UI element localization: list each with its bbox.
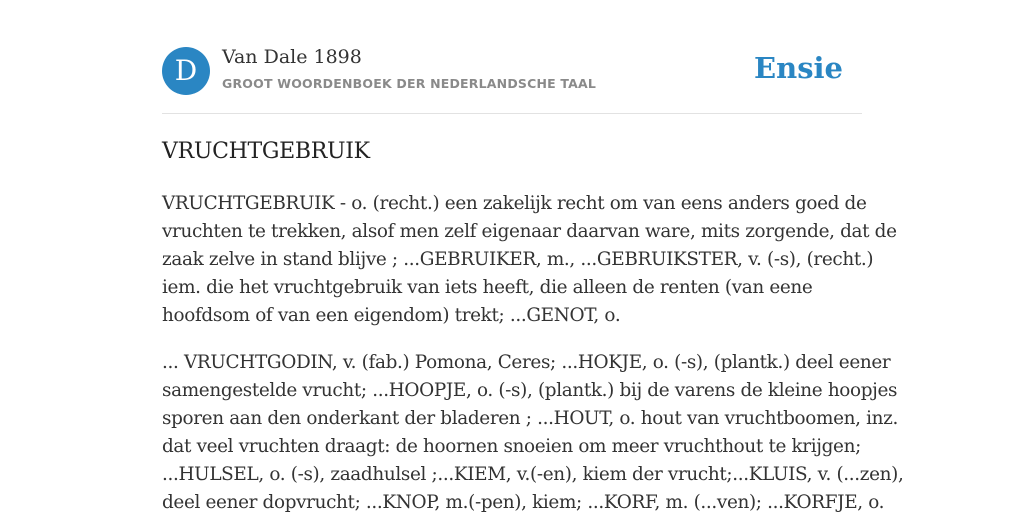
definition-line: samengestelde vrucht; ...HOOPJE, o. (-s), (plantk.) bij de varens de kleine hoopjes: [162, 380, 898, 401]
definition-line: VRUCHTGEBRUIK - o. (recht.) een zakelijk recht om van eens anders goed de: [162, 193, 867, 214]
definition-line: sporen aan den onderkant der bladeren ; ...HOUT, o. hout van vruchtboomen, inz.: [162, 408, 898, 429]
definition-line: iem. die het vruchtgebruik van iets heeft, die alleen de renten (van eene: [162, 277, 813, 298]
definition-line: deel eener dopvrucht; ...KNOP, m.(-pen), kiem; ...KORF, m. (...ven); ...KORFJE, o.: [162, 492, 885, 512]
definition-line: ...HULSEL, o. (-s), zaadhulsel ;...KIEM, v.(-en), kiem der vrucht;...KLUIS, v. (...zen),: [162, 464, 904, 485]
source-header: [162, 46, 862, 96]
source-avatar[interactable]: D: [162, 47, 210, 95]
definition-line: vruchten te trekken, alsof men zelf eigenaar daarvan ware, mits zorgende, dat de: [162, 221, 897, 242]
definition-paragraph-2: [162, 349, 904, 512]
definition-line: hoofdsom of van een eigendom) trekt; ...GENOT, o.: [162, 305, 621, 326]
entry-title: VRUCHTGEBRUIK: [162, 139, 370, 164]
definition-line: ... VRUCHTGODIN, v. (fab.) Pomona, Ceres; ...HOKJE, o. (-s), (plantk.) deel eener: [162, 352, 891, 373]
definition-line: zaak zelve in stand blijve ; ...GEBRUIKER, m., ...GEBRUIKSTER, v. (-s), (recht.): [162, 249, 874, 270]
definition-paragraph-1: [162, 190, 897, 330]
source-title[interactable]: Van Dale 1898: [222, 46, 362, 68]
header-divider: [162, 113, 862, 114]
ensie-logo-link[interactable]: Ensie: [754, 51, 843, 85]
source-subtitle: GROOT WOORDENBOEK DER NEDERLANDSCHE TAAL: [222, 76, 597, 91]
definition-line: dat veel vruchten draagt: de hoornen snoeien om meer vruchthout te krijgen;: [162, 436, 861, 457]
